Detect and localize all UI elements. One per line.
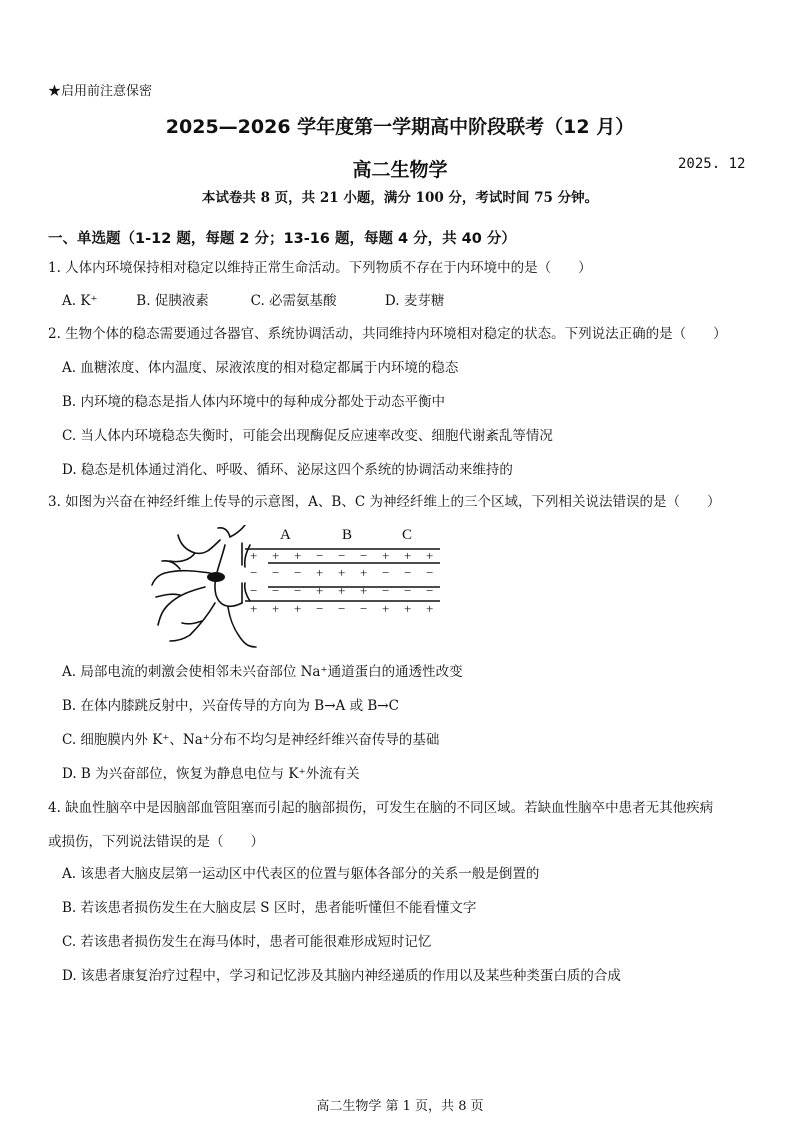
exam-date: 2025. 12 [678,156,746,172]
charge-sign: − [338,548,346,563]
charge-sign: + [404,548,412,563]
charge-sign: + [250,601,258,616]
charge-signs [250,548,433,616]
question-3-option-c: C. 细胞膜内外 K⁺、Na⁺分布不均匀是神经纤维兴奋传导的基础 [62,732,440,748]
question-2-option-b: B. 内环境的稳态是指人体内环境中的每种成分都处于动态平衡中 [62,394,446,410]
region-labels [280,527,412,543]
section-heading: 一、单选题（1-12 题，每题 2 分；13-16 题，每题 4 分，共 40 分） [48,231,516,247]
question-3-option-d: D. B 为兴奋部位，恢复为静息电位与 K⁺外流有关 [62,766,360,782]
charge-sign: − [382,583,390,598]
question-4-option-a: A. 该患者大脑皮层第一运动区中代表区的位置与躯体各部分的关系一般是倒置的 [62,866,540,882]
charge-sign: − [316,548,324,563]
charge-sign: + [272,548,280,563]
question-4-option-c: C. 若该患者损伤发生在海马体时，患者可能很难形成短时记忆 [62,934,432,950]
region-label-a: A [280,527,291,543]
region-label-b: B [342,527,353,543]
question-2-option-a: A. 血糖浓度、体内温度、尿液浓度的相对稳定都属于内环境的稳态 [62,360,459,376]
charge-sign: − [316,601,324,616]
neuron-cell-body [152,525,256,647]
question-4-stem-line1: 4. 缺血性脑卒中是因脑部血管阻塞而引起的脑部损伤，可发生在脑的不同区域。若缺血性脑卒中患者无其他疾病 [48,800,714,816]
option-b: B. 促胰液素 [136,293,209,309]
charge-sign: + [426,601,434,616]
question-1-stem: 1. 人体内环境保持相对稳定以维持正常生命活动。下列物质不存在于内环境中的是（ ） [48,260,592,276]
charge-sign: + [338,583,346,598]
nucleus [207,572,225,582]
charge-sign: − [338,601,346,616]
charge-sign: − [294,583,302,598]
option-c: C. 必需氨基酸 [250,293,337,309]
subject-title: 高二生物学 [352,159,448,181]
charge-sign: + [360,583,368,598]
charge-sign: + [250,548,258,563]
charge-sign: − [272,565,280,580]
charge-sign: − [250,583,258,598]
charge-sign: − [294,565,302,580]
charge-sign: + [316,583,324,598]
charge-sign: − [360,601,368,616]
charge-sign: + [382,548,390,563]
question-4-option-b: B. 若该患者损伤发生在大脑皮层 S 区时，患者能听懂但不能看懂文字 [62,900,477,916]
option-d: D. 麦芽糖 [384,293,445,309]
exam-info: 本试卷共 8 页，共 21 小题，满分 100 分，考试时间 75 分钟。 [201,190,599,206]
charge-sign: + [272,601,280,616]
charge-sign: − [404,565,412,580]
confidential-note: ★启用前注意保密 [48,84,153,99]
question-3-stem: 3. 如图为兴奋在神经纤维上传导的示意图，A、B、C 为神经纤维上的三个区域，下列相关说法错误的是（ ） [48,494,721,510]
question-4-option-d: D. 该患者康复治疗过程中，学习和记忆涉及其脑内神经递质的作用以及某些种类蛋白质的合成 [62,968,621,984]
question-3-option-a: A. 局部电流的刺激会使相邻未兴奋部位 Na⁺通道蛋白的通透性改变 [62,664,463,680]
charge-sign: + [294,601,302,616]
charge-sign: − [426,583,434,598]
question-2-stem: 2. 生物个体的稳态需要通过各器官、系统协调活动，共同维持内环境相对稳定的状态。下列说法正确的是（ ） [48,326,727,342]
region-label-c: C [402,527,413,543]
option-a: A. K⁺ [62,293,98,309]
question-1-options [62,289,444,309]
charge-sign: + [360,565,368,580]
charge-sign: − [360,548,368,563]
charge-sign: − [250,565,258,580]
question-4-stem-line2: 或损伤，下列说法错误的是（ ） [48,834,264,850]
charge-sign: − [426,565,434,580]
charge-sign: + [294,548,302,563]
question-2-option-d: D. 稳态是机体通过消化、呼吸、循环、泌尿这四个系统的协调活动来维持的 [62,462,513,478]
charge-sign: + [338,565,346,580]
charge-sign: + [404,601,412,616]
charge-sign: + [382,601,390,616]
nerve-fiber-figure [150,525,450,650]
charge-sign: + [316,565,324,580]
exam-title: 2025—2026 学年度第一学期高中阶段联考（12 月） [165,116,635,138]
question-3-option-b: B. 在体内膝跳反射中，兴奋传导的方向为 B→A 或 B→C [62,698,399,714]
charge-sign: − [272,583,280,598]
charge-sign: + [426,548,434,563]
question-2-option-c: C. 当人体内环境稳态失衡时，可能会出现酶促反应速率改变、细胞代谢紊乱等情况 [62,428,553,444]
page-footer: 高二生物学 第 1 页，共 8 页 [316,1099,484,1114]
charge-sign: − [382,565,390,580]
charge-sign: − [404,583,412,598]
